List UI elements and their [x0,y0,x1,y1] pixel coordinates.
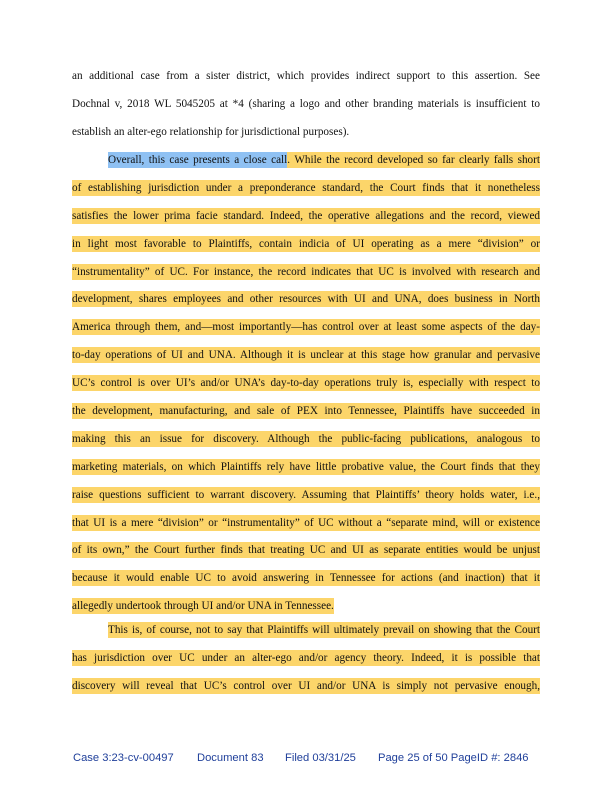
text-line [72,645,540,673]
text-line [72,286,540,314]
yellow-highlight: raise questions sufficient to warrant discovery. Assuming that Plaintiffs’ theory holds water, i.e., [72,488,540,501]
text-line [72,510,540,538]
yellow-highlight: discovery will reveal that UC’s control over UI and/or UNA is simply not pervasive enough, [72,679,540,692]
text-line [72,617,540,645]
footer-filed-date: Filed 03/31/25 [285,752,356,764]
yellow-highlight: of establishing jurisdiction under a preponderance standard, the Court finds that it nonetheless [72,181,540,194]
yellow-highlight: that UI is a mere “division” or “instrumentality” of UC without a “separate mind, will or existence [72,516,540,529]
text-line [72,175,540,203]
yellow-highlight: America through them, and—most importantly—has control over at least some aspects of the day- [72,321,540,334]
text-line [72,203,540,231]
text-line [72,565,540,593]
text-line: Dochnal v, 2018 WL 5045205 at *4 (sharing a logo and other branding materials is insufficient to [72,97,540,110]
yellow-highlight: of its own,” the Court further finds that treating UC and UI as separate entities would be unjust [72,544,540,557]
footer-case-number: Case 3:23-cv-00497 [73,752,174,764]
text-line [72,231,540,259]
text-line [72,259,540,287]
yellow-highlight: . While the record developed so far clearly falls short [287,154,540,166]
yellow-highlight: to-day operations of UI and UNA. Although it is unclear at this stage how granular and pervasive [72,349,540,362]
yellow-highlight: in light most favorable to Plaintiffs, contain indicia of UI operating as a mere “division” or [72,237,540,250]
text-line [72,454,540,482]
text-line [72,482,540,510]
text-line [72,537,540,565]
yellow-highlight: marketing materials, on which Plaintiffs rely have little probative value, the Court finds that they [72,460,540,473]
yellow-highlight: This is, of course, not to say that Plaintiffs will ultimately prevail on showing that the Court [108,624,540,636]
text-line [72,342,540,370]
yellow-highlight: UC’s control is over UI’s and/or UNA’s day-to-day operations truly is, especially with respect to [72,377,540,390]
footer-page-info: Page 25 of 50 PageID #: 2846 [378,752,529,764]
text-line [72,147,540,175]
yellow-highlight: “instrumentality” of UC. For instance, the record indicates that UC is involved with research and [72,265,540,278]
blue-highlight: Overall, this case presents a close call [108,154,288,166]
text-line [72,314,540,342]
yellow-highlight: because it would enable UC to avoid answering in Tennessee for actions (and inaction) that it [72,572,540,585]
paragraph-2 [72,147,540,621]
yellow-highlight: the development, manufacturing, and sale of PEX into Tennessee, Plaintiffs have succeeded in [72,405,540,418]
yellow-highlight: has jurisdiction over UC under an alter-ego and/or agency theory. Indeed, it is possible that [72,651,540,664]
text-line: an additional case from a sister district, which provides indirect support to this assertion. See [72,70,540,82]
yellow-highlight: satisfies the lower prima facie standard. Indeed, the operative allegations and the record, viewed [72,209,540,222]
yellow-highlight: making this an issue for discovery. Although the public-facing publications, analogous to [72,432,540,445]
yellow-highlight: allegedly undertook through UI and/or UNA in Tennessee. [72,600,334,613]
text-line [72,673,540,701]
paragraph-1 [72,63,540,147]
paragraph-2-body [72,175,540,621]
text-line [72,370,540,398]
footer-document-number: Document 83 [197,752,264,764]
text-line: establish an alter-ego relationship for jurisdictional purposes). [72,125,350,138]
text-line [72,398,540,426]
paragraph-3 [72,617,540,701]
yellow-highlight: development, shares employees and other resources with UI and UNA, does business in North [72,293,540,306]
text-line [72,426,540,454]
paragraph-3-body [72,617,540,701]
